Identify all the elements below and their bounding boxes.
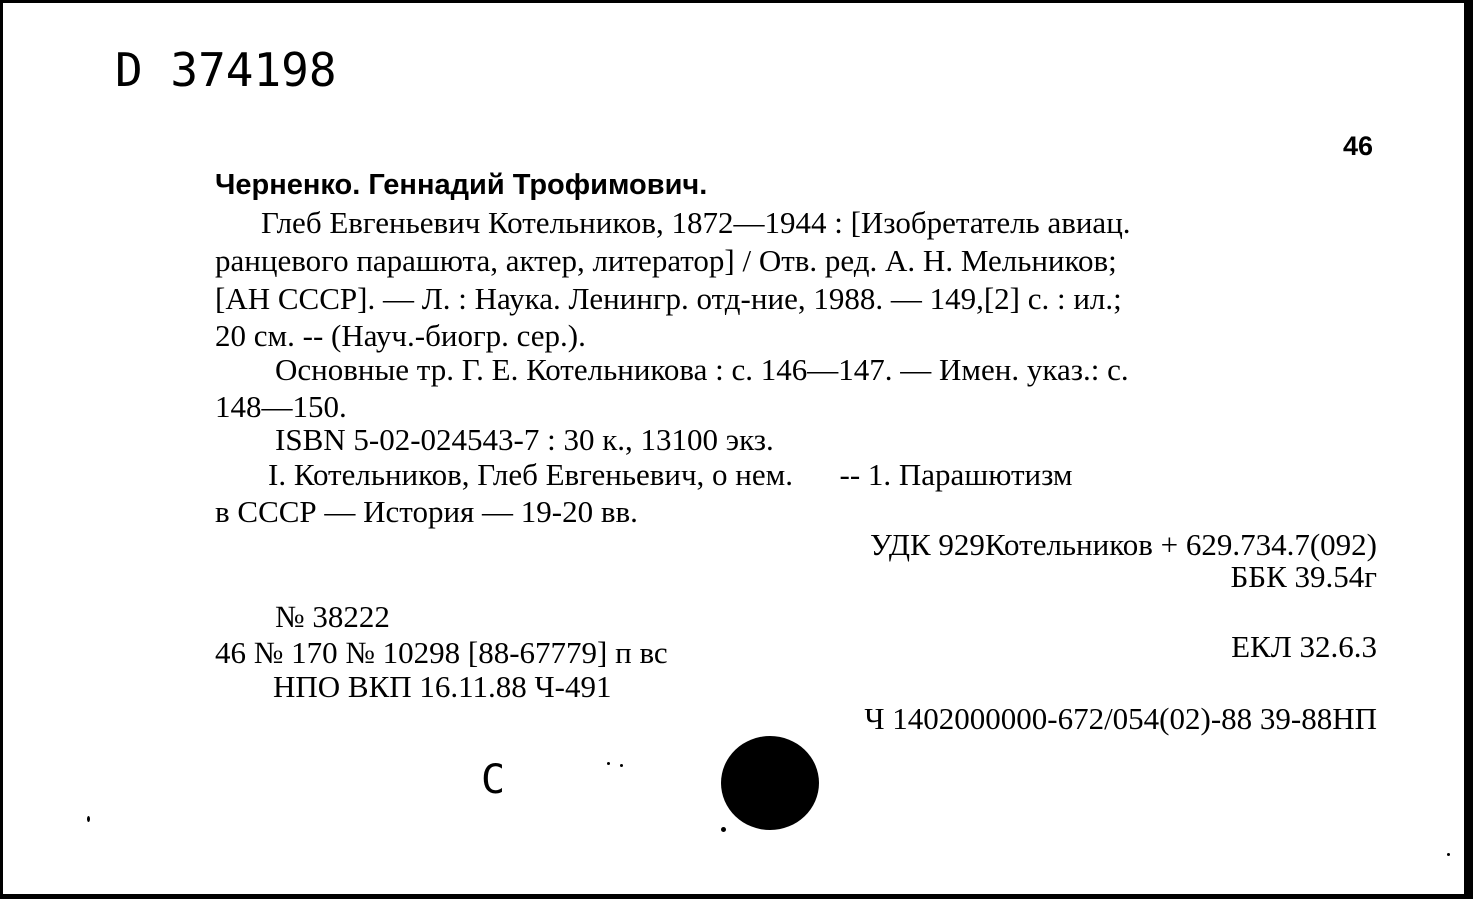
isbn-line: ISBN 5-02-024543-7 : 30 к., 13100 экз. (275, 422, 774, 457)
author-heading: Черненко. Геннадий Трофимович. (215, 169, 708, 201)
ink-speck (1447, 853, 1450, 856)
ink-blot (721, 736, 819, 830)
ekl-line: ЕКЛ 32.6.3 (1231, 629, 1377, 664)
bbk-line: ББК 39.54г (1230, 559, 1377, 594)
card-number: 46 (1343, 131, 1374, 161)
ink-speck (620, 764, 623, 767)
npo-line: НПО ВКП 16.11.88 Ч-491 (273, 669, 612, 704)
udk-line: УДК 929Котельников + 629.734.7(092) (870, 527, 1377, 562)
body-line: 20 см. -- (Науч.-биогр. сер.). (215, 318, 586, 353)
ink-speck (721, 827, 726, 832)
body-line: Основные тр. Г. Е. Котельникова : с. 146—147. — Имен. указ.: с. (275, 352, 1129, 387)
code-line: Ч 1402000000-672/054(02)-88 39-88НП (864, 701, 1377, 736)
ink-speck (87, 816, 90, 822)
body-line: Глеб Евгеньевич Котельников, 1872—1944 : [Изобретатель авиац. (261, 205, 1131, 240)
body-line: ранцевого парашюта, актер, литератор] / Отв. ред. А. Н. Мельников; (215, 243, 1117, 278)
stamp-letter: С (481, 757, 506, 803)
subject-line: в СССР — История — 19-20 вв. (215, 494, 638, 529)
subject-line: I. Котельников, Глеб Евгеньевич, о нем. -- 1. Парашютизм (268, 457, 1073, 492)
catalog-card (3, 3, 1464, 894)
body-line: [АН СССР]. — Л. : Наука. Ленингр. отд-ние, 1988. — 149,[2] с. : ил.; (215, 281, 1122, 316)
body-line: 148—150. (215, 389, 347, 424)
ink-speck (607, 762, 610, 765)
inventory-number: D 374198 (115, 43, 337, 97)
number-line: № 38222 (275, 599, 390, 634)
order-line: 46 № 170 № 10298 [88-67779] п вс (215, 635, 668, 670)
